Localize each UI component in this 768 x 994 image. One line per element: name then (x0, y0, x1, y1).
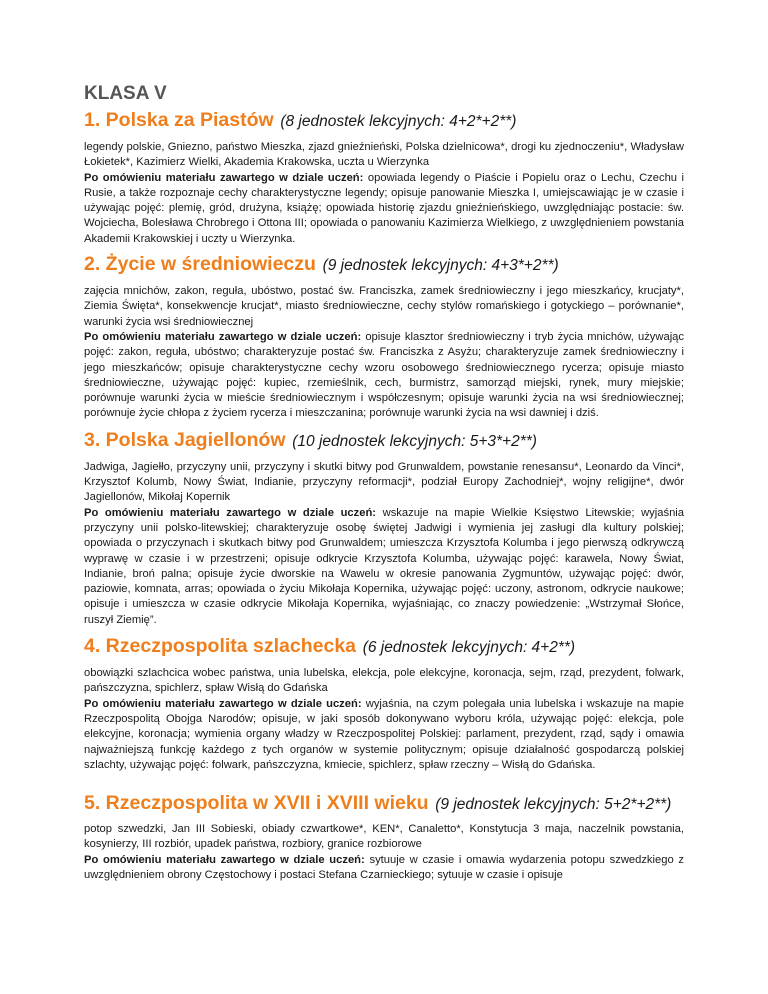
section-outcomes (84, 506, 684, 628)
outcomes-lead: Po omówieniu materiału zawartego w dziale uczeń: (84, 506, 377, 519)
section-outcomes (84, 853, 684, 884)
outcomes-text: wskazuje na mapie Wielkie Księstwo Litewskie; wyjaśnia przyczyny unii polsko-litewskiej; charakteryzuje osobę świętej Jadwigi i wymienia jej zasługi dla kultury polskiej; opowiada o przyczynach i skutkach bitwy pod Grunwaldem; umieszcza Krzysztofa Kolumba i jego pierwszą odkrywczą wyprawę w czasie i w przestrzeni; opisuje odkrycie Krzysztofa Kolumba, używając pojęć: karawela, Nowy Świat, Indianie, broń palna; opisuje życie dworskie na Wawelu w okresie panowania Zygmuntów, używając pojęć: dwór, paziowie, komnata, arras; opowiada o życiu Mikołaja Kopernika, używając pojęć: uczony, astronom, odkrycie naukowe; opisuje i umieszcza w czasie odkrycie Mikołaja Kopernika, wyjaśniając, co znaczy powiedzenie: „Wstrzymał Słońce, ruszył Ziemię”. (84, 506, 685, 626)
section-title-text: 3. Polska Jagiellonów (84, 428, 286, 451)
outcomes-lead: Po omówieniu materiału zawartego w dziale uczeń: (84, 853, 365, 866)
section-title-text: 1. Polska za Piastów (84, 109, 274, 131)
section-title-text: 5. Rzeczpospolita w XVII i XVIII wieku (84, 792, 429, 815)
section-title (84, 107, 684, 134)
section-outcomes (84, 330, 684, 422)
section-terms: obowiązki szlachcica wobec państwa, unia lubelska, elekcja, pole elekcyjne, koronacja, sejm, rząd, prezydent, folwark, pańszczyzna, spichlerz, spław Wisłą do Gdańska (84, 667, 684, 695)
section-title (84, 251, 684, 278)
outcomes-lead: Po omówieniu materiału zawartego w dziale uczeń: (84, 171, 364, 184)
section-title (84, 790, 684, 816)
section-units: (9 jednostek lekcyjnych: 5+2*+2**) (435, 796, 672, 814)
section-title (84, 427, 684, 454)
document-page (84, 82, 684, 883)
section-units: (8 jednostek lekcyjnych: 4+2*+2**) (280, 113, 517, 130)
outcomes-lead: Po omówieniu materiału zawartego w dziale uczeń: (84, 330, 362, 343)
section-3 (84, 427, 684, 628)
section-5 (84, 790, 684, 883)
outcomes-text: opisuje klasztor średniowieczny i tryb życia mnichów, używając pojęć: zakon, reguła, ubóstwo; charakteryzuje postać św. Franciszka z Asyżu; charakteryzuje zamek średniowieczny i jego mieszkańców; opisuje charakterystyczne cechy wzoru osobowego średniowiecznego rycerza; opisuje miasto średniowieczne, używając pojęć: kupiec, rzemieślnik, cech, burmistrz, samorząd miejski, rynek, mury miejskie; porównuje warunki życia w mieście średniowiecznym i współczesnym; opisuje warunki życia na wsi średniowiecznej; porównuje życie chłopa z życiem rycerza i mieszczanina; porównuje warunki życia na wsi dawniej i dziś. (84, 330, 684, 420)
section-terms: potop szwedzki, Jan III Sobieski, obiady czwartkowe*, KEN*, Canaletto*, Konstytucja 3 maja, naczelnik powstania, kosynierzy, III rozbiór, upadek państwa, rozbiory, granice rozbiorowe (84, 823, 684, 851)
section-title-text: 4. Rzeczpospolita szlachecka (84, 635, 357, 658)
outcomes-text: opowiada legendy o Piaście i Popielu oraz o Lechu, Czechu i Rusie, a także rozpoznaje cechy charakterystyczne legendy; opisuje panowanie Mieszka I, umiejscawiając je w czasie i używając pojęć: plemię, gród, drużyna, książę; opowiada historię zjazdu gnieźnieńskiego, uwzględniając postacie: św. Wojciecha, Bolesława Chrobrego i Ottona III; opowiada o panowaniu Kazimierza Wielkiego, z uwzględnieniem powstania Akademii Krakowskiej i uczty u Wierzynka. (84, 171, 684, 245)
section-terms: zajęcia mnichów, zakon, reguła, ubóstwo, postać św. Franciszka, zamek średniowieczny i jego mieszkańcy, krucjaty*, Ziemia Święta*, konsekwencje krucjat*, miasto średniowieczne, cechy stylów romańskiego i gotyckiego – porównanie*, warunki życia wsi średniowiecznej (84, 285, 684, 328)
outcomes-text: sytuuje w czasie i omawia wydarzenia potopu szwedzkiego z uwzględnieniem obrony Częstochowy i postaci Stefana Czarnieckiego; sytuuje w czasie i opisuje (84, 853, 684, 881)
section-units: (10 jednostek lekcyjnych: 5+3*+2**) (292, 432, 537, 450)
section-1 (84, 107, 684, 247)
outcomes-text: wyjaśnia, na czym polegała unia lubelska i wskazuje na mapie Rzeczpospolitą Obojga Narodów; opisuje, w jaki sposób dokonywano wyboru króla, używając pojęć: elekcja, pole elekcyjne, koronacja; wymienia organy władzy w Rzeczpospolitej Polskiej: parlament, prezydent, rząd, sądy i omawia najważniejszą funkcję każdego z tych organów w systemie politycznym; opisuje działalność gospodarczą polskiej szlachty, używając pojęć: folwark, pańszczyzna, kmiecie, spichlerz, spław rzeczny – Wisłą do Gdańska. (84, 697, 684, 771)
section-outcomes (84, 171, 684, 247)
section-units: (6 jednostek lekcyjnych: 4+2**) (362, 639, 576, 657)
section-outcomes (84, 697, 684, 773)
section-4 (84, 633, 684, 773)
section-2 (84, 251, 684, 422)
section-terms: Jadwiga, Jagiełło, przyczyny unii, przyczyny i skutki bitwy pod Grunwaldem, powstanie renesansu*, Leonardo da Vinci*, Krzysztof Kolumb, Nowy Świat, Indianie, przyczyny reformacji*, podział Europy Zachodniej*, wojny religijne*, dwór Jagiellonów, Mikołaj Kopernik (84, 460, 684, 504)
class-heading: KLASA V (84, 83, 167, 104)
section-units: (9 jednostek lekcyjnych: 4+3*+2**) (322, 257, 559, 275)
section-title-text: 2. Życie w średniowieczu (84, 253, 316, 276)
section-terms: legendy polskie, Gniezno, państwo Mieszka, zjazd gnieźnieński, Polska dzielnicowa*, drogi ku zjednoczeniu*, Władysław Łokietek*, Kazimierz Wielki, Akademia Krakowska, uczta u Wierzynka (84, 141, 684, 169)
outcomes-lead: Po omówieniu materiału zawartego w dziale uczeń: (84, 697, 362, 710)
section-title (84, 633, 684, 660)
